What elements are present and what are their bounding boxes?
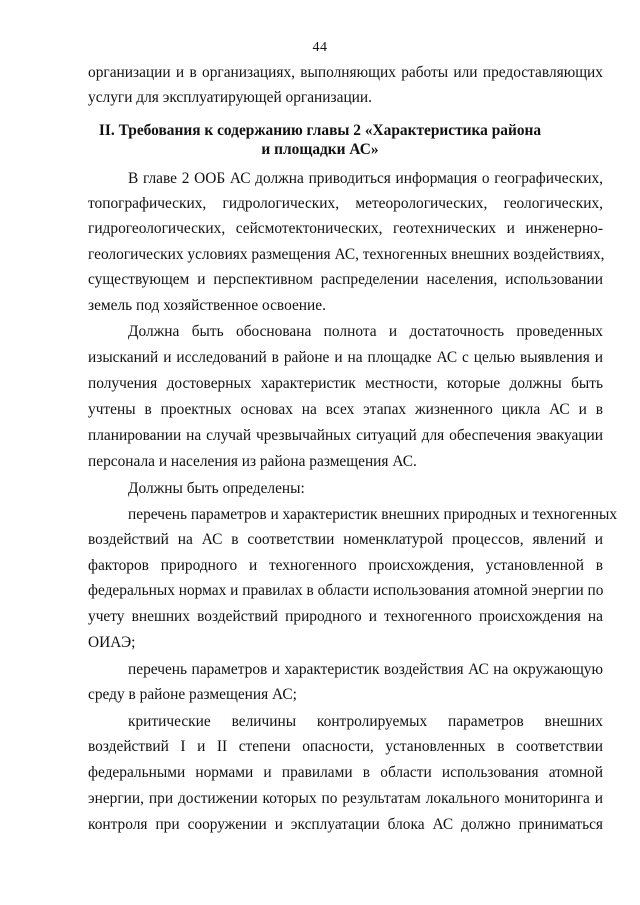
text-line: ОИАЭ; — [88, 634, 136, 651]
text-line: существующем и перспективном распределении населения, использовании — [88, 271, 603, 288]
text-line: геологических условиях размещения АС, техногенных внешних воздействиях, — [88, 246, 605, 263]
text-line: персонала и населения из района размещения АС. — [88, 453, 417, 470]
text-line: земель под хозяйственное освоение. — [88, 297, 326, 314]
text-line: критические величины контролируемых параметров внешних — [128, 713, 603, 730]
text-line: воздействий I и II степени опасности, установленных в соответствии — [88, 738, 603, 755]
text-line: топографических, гидрологических, метеорологических, геологических, — [88, 195, 603, 212]
text-line: Должна быть обоснована полнота и достаточность проведенных — [128, 323, 603, 340]
text-line: федеральными нормами и правилами в области использования атомной — [88, 764, 603, 781]
text-line: контроля при сооружении и эксплуатации блока АС должно приниматься — [88, 816, 603, 833]
text-line: В главе 2 ООБ АС должна приводиться информация о географических, — [128, 170, 603, 187]
text-line: изысканий и исследований в районе и на площадке АС с целью выявления и — [88, 349, 603, 366]
text-line: планировании на случай чрезвычайных ситуаций для обеспечения эвакуации — [88, 427, 603, 444]
section-heading: II. Требования к содержанию главы 2 «Характеристика района — [98, 122, 542, 139]
text-line: перечень параметров и характеристик воздействия АС на окружающую — [128, 661, 603, 678]
text-line: Должны быть определены: — [128, 480, 305, 497]
text-line: учету внешних воздействий природного и техногенного происхождения на — [88, 608, 603, 625]
text-line: среду в районе размещения АС; — [88, 686, 297, 703]
text-line: получения достоверных характеристик местности, которые должны быть — [88, 375, 603, 392]
text-line: перечень параметров и характеристик внешних природных и техногенных — [128, 506, 618, 523]
section-heading: и площадки АС» — [261, 141, 379, 158]
text-line: гидрогеологических, сейсмотектонических, геотехнических и инженерно- — [88, 220, 603, 237]
text-line: воздействий на АС в соответствии номенклатурой процессов, явлений и — [88, 531, 603, 548]
text-line: услуги для эксплуатирующей организации. — [88, 89, 372, 106]
text-line: федеральных нормах и правилах в области использования атомной энергии по — [88, 582, 604, 599]
text-line: энергии, при достижении которых по результатам локального мониторинга и — [88, 790, 603, 807]
text-line: учтены в проектных основах на всех этапах жизненного цикла АС и в — [88, 401, 603, 418]
text-line: организации и в организациях, выполняющих работы или предоставляющих — [88, 64, 603, 81]
text-line: факторов природного и техногенного происхождения, установленной в — [88, 557, 603, 574]
page-number: 44 — [312, 40, 328, 55]
